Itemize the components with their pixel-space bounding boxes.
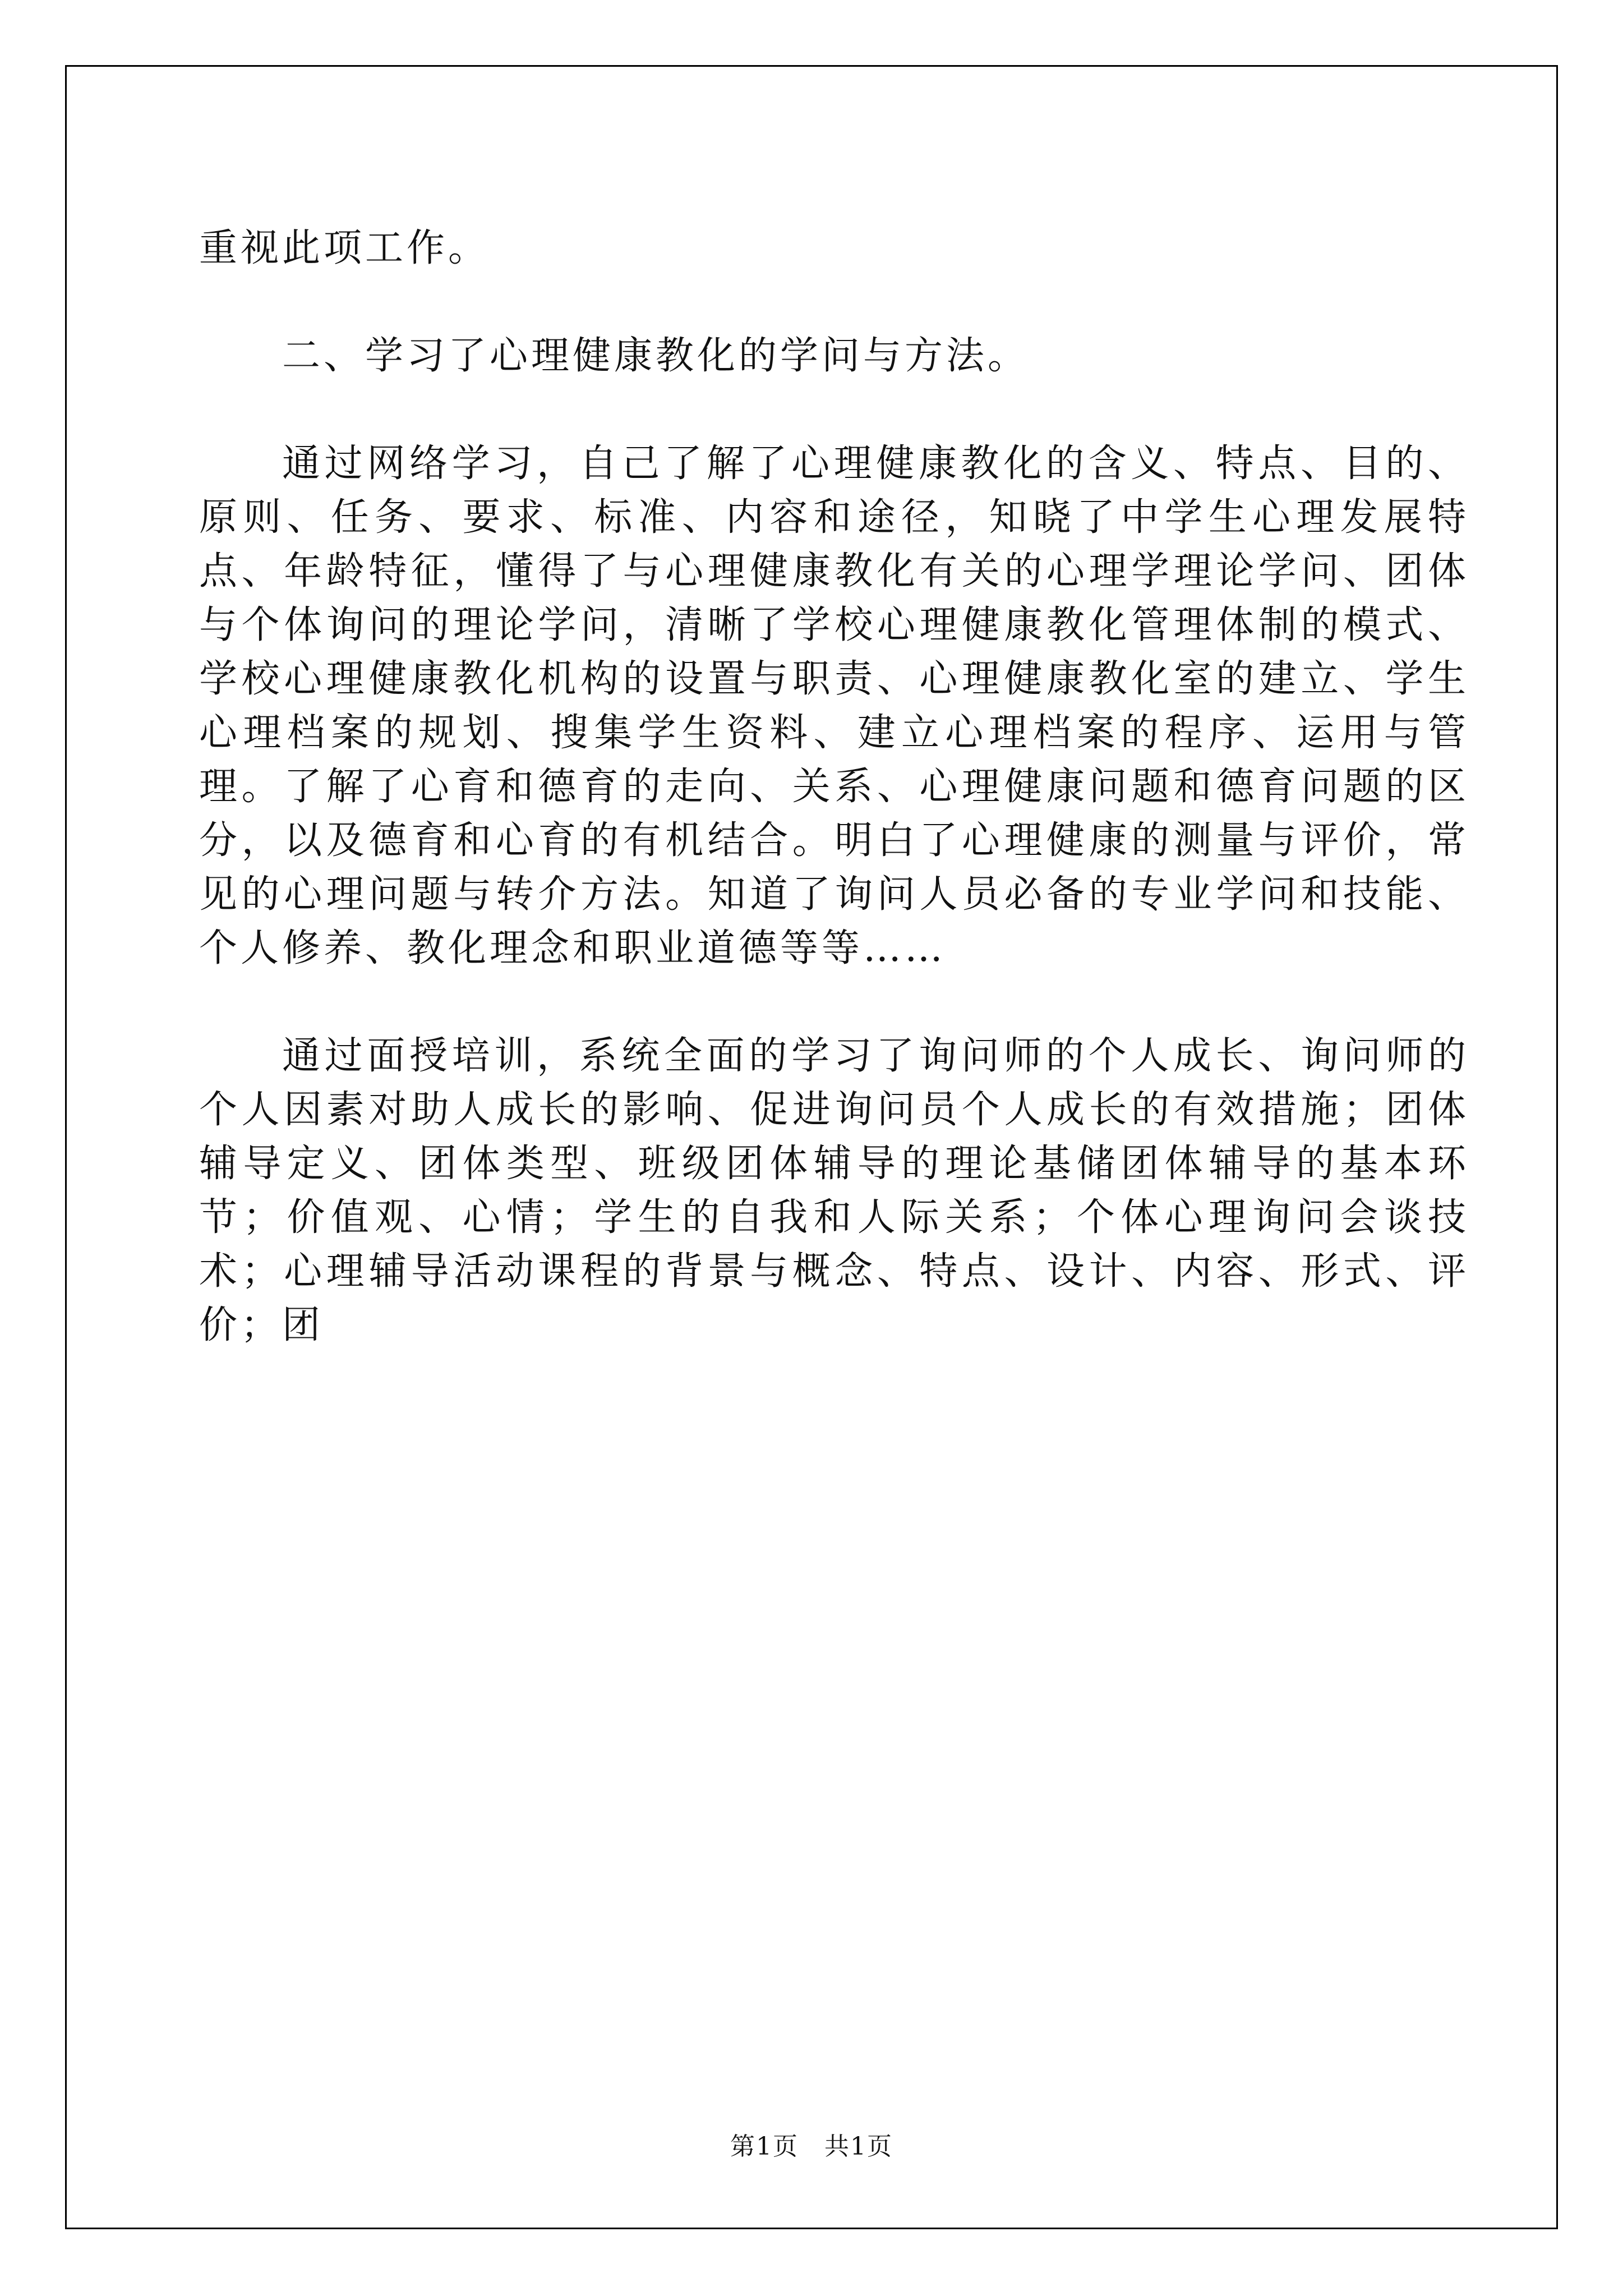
paragraph-4: 通过面授培训，系统全面的学习了询问师的个人成长、询问师的个人因素对助人成长的影响、促进询问员个人成长的有效措施；团体辅导定义、团体类型、班级团体辅导的理论基储团体辅导的基本环节；价值观、心情；学生的自我和人际关系；个体心理询问会谈技术；心理辅导活动课程的背景与概念、特点、设计、内容、形式、评价；团 (199, 1034, 1469, 1347)
paragraph-3: 通过网络学习，自己了解了心理健康教化的含义、特点、目的、原则、任务、要求、标准、内容和途径，知晓了中学生心理发展特点、年龄特征，懂得了与心理健康教化有关的心理学理论学问、团体与个体询问的理论学问，清晰了学校心理健康教化管理体制的模式、学校心理健康教化机构的设置与职责、心理健康教化室的建立、学生心理档案的规划、搜集学生资料、建立心理档案的程序、运用与管理。了解了心育和德育的走向、关系、心理健康问题和德育问题的区分，以及德育和心育的有机结合。明白了心理健康的测量与评价，常见的心理问题与转介方法。知道了询问人员必备的专业学问和技能、个人修养、教化理念和职业道德等等…… (199, 441, 1469, 970)
paragraph-1: 重视此项工作。 (199, 226, 490, 270)
page-footer: 第1页 共1页 (730, 2132, 893, 2161)
paragraph-2-heading: 二、学习了心理健康教化的学问与方法。 (282, 334, 1030, 378)
document-body (199, 222, 1469, 1406)
